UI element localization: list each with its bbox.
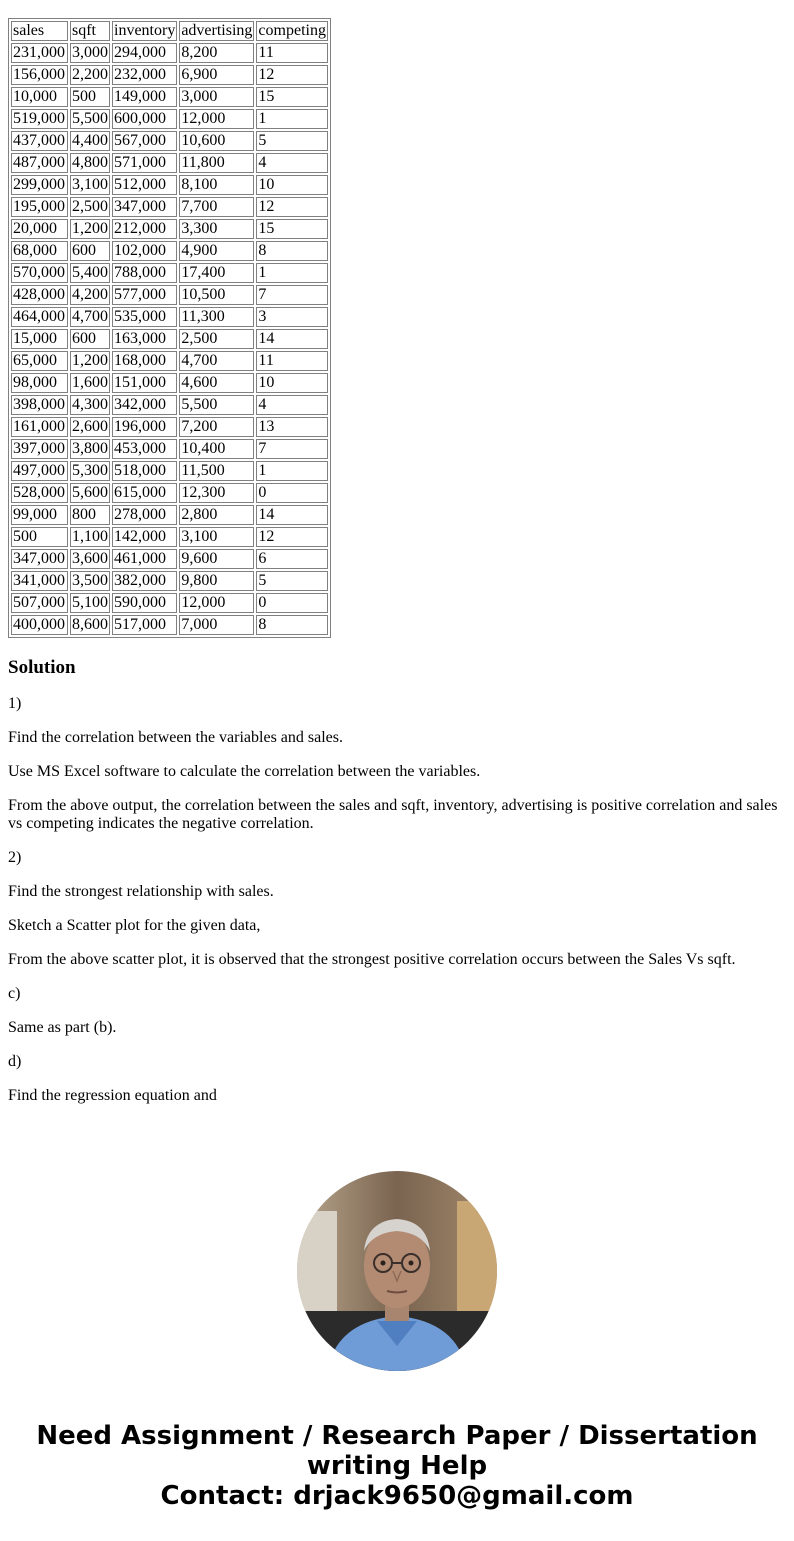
cell-advertising: 10,400 bbox=[179, 439, 254, 459]
cell-inventory: 512,000 bbox=[112, 175, 177, 195]
cell-advertising: 7,700 bbox=[179, 197, 254, 217]
cell-sales: 570,000 bbox=[11, 263, 68, 283]
table-row bbox=[11, 329, 328, 349]
cell-sqft: 3,600 bbox=[72, 550, 108, 567]
table-row bbox=[11, 307, 328, 327]
cell-sqft: 2,600 bbox=[72, 418, 108, 435]
cell-inventory: 212,000 bbox=[112, 219, 177, 239]
table-row bbox=[11, 417, 328, 437]
header-sales: sales bbox=[11, 21, 68, 41]
cell-sqft: 5,300 bbox=[72, 462, 108, 479]
cell-inventory: 571,000 bbox=[112, 153, 177, 173]
cell-competing: 12 bbox=[256, 65, 328, 85]
table-header-row bbox=[11, 21, 328, 41]
cell-sales: 397,000 bbox=[11, 439, 68, 459]
table-row bbox=[11, 373, 328, 393]
solution-paragraph: Use MS Excel software to calculate the correlation between the variables. bbox=[8, 763, 481, 780]
cell-advertising: 2,800 bbox=[179, 505, 254, 525]
table-row bbox=[11, 197, 328, 217]
solution-heading: Solution bbox=[8, 657, 76, 678]
banner-line-2: writing Help bbox=[306, 1451, 488, 1481]
table-row bbox=[11, 549, 328, 569]
cell-sales: 497,000 bbox=[11, 461, 68, 481]
cell-advertising: 9,800 bbox=[179, 571, 254, 591]
cell-sqft: 8,600 bbox=[72, 616, 108, 633]
banner-line-1: Need Assignment / Research Paper / Dissertation bbox=[36, 1421, 758, 1451]
cell-sqft: 3,500 bbox=[72, 572, 108, 589]
cell-competing: 15 bbox=[256, 87, 328, 107]
cell-advertising: 10,500 bbox=[179, 285, 254, 305]
cell-inventory: 102,000 bbox=[112, 241, 177, 261]
table-row bbox=[11, 109, 328, 129]
cell-competing: 0 bbox=[256, 593, 328, 613]
cell-inventory: 151,000 bbox=[112, 373, 177, 393]
cell-inventory: 168,000 bbox=[112, 351, 177, 371]
contact-banner bbox=[0, 1421, 794, 1511]
solution-paragraph: Find the regression equation and bbox=[8, 1087, 217, 1104]
cell-inventory: 342,000 bbox=[112, 395, 177, 415]
cell-sqft: 2,200 bbox=[72, 66, 108, 83]
cell-sqft: 3,000 bbox=[72, 44, 108, 61]
cell-advertising: 7,200 bbox=[179, 417, 254, 437]
cell-sqft: 2,500 bbox=[72, 198, 108, 215]
solution-paragraph: From the above scatter plot, it is observed that the strongest positive correlation occurs between the Sales Vs sqft. bbox=[8, 951, 736, 968]
table-row bbox=[11, 527, 328, 547]
cell-competing: 1 bbox=[256, 263, 328, 283]
table-row bbox=[11, 43, 328, 63]
table-row bbox=[11, 439, 328, 459]
cell-advertising: 5,500 bbox=[179, 395, 254, 415]
cell-sqft: 3,800 bbox=[72, 440, 108, 457]
cell-advertising: 12,000 bbox=[179, 593, 254, 613]
cell-inventory: 382,000 bbox=[112, 571, 177, 591]
data-table bbox=[8, 18, 331, 638]
header-inventory: inventory bbox=[114, 22, 176, 39]
cell-inventory: 278,000 bbox=[112, 505, 177, 525]
solution-paragraph: d) bbox=[8, 1053, 22, 1070]
table-row bbox=[11, 571, 328, 591]
cell-sales: 519,000 bbox=[11, 109, 68, 129]
cell-inventory: 196,000 bbox=[112, 417, 177, 437]
cell-competing: 11 bbox=[256, 43, 328, 63]
cell-sqft: 600 bbox=[70, 329, 110, 349]
cell-inventory: 590,000 bbox=[112, 593, 177, 613]
cell-competing: 4 bbox=[256, 153, 328, 173]
cell-sales: 299,000 bbox=[11, 175, 68, 195]
table-row bbox=[11, 65, 328, 85]
avatar-portrait bbox=[297, 1171, 497, 1371]
cell-competing: 14 bbox=[256, 329, 328, 349]
solution-paragraph: From the above output, the correlation between the sales and sqft, inventory, advertising is positive correlation and sales vs competing indicates the negative correlation. bbox=[8, 797, 778, 832]
cell-sqft: 5,600 bbox=[72, 484, 108, 501]
solution-paragraph: Find the strongest relationship with sales. bbox=[8, 883, 274, 900]
cell-inventory: 535,000 bbox=[112, 307, 177, 327]
cell-advertising: 12,300 bbox=[179, 483, 254, 503]
header-advertising: advertising bbox=[181, 22, 253, 39]
cell-inventory: 453,000 bbox=[112, 439, 177, 459]
cell-advertising: 9,600 bbox=[179, 549, 254, 569]
table-row bbox=[11, 175, 328, 195]
cell-inventory: 461,000 bbox=[112, 549, 177, 569]
table-row bbox=[11, 263, 328, 283]
table-row bbox=[11, 395, 328, 415]
table-row bbox=[11, 87, 328, 107]
cell-advertising: 11,300 bbox=[179, 307, 254, 327]
cell-sales: 99,000 bbox=[11, 505, 68, 525]
cell-sales: 98,000 bbox=[11, 373, 68, 393]
cell-advertising: 11,800 bbox=[179, 153, 254, 173]
cell-advertising: 4,600 bbox=[179, 373, 254, 393]
cell-advertising: 4,900 bbox=[179, 241, 254, 261]
cell-competing: 7 bbox=[256, 439, 328, 459]
cell-sales: 156,000 bbox=[11, 65, 68, 85]
cell-advertising: 17,400 bbox=[179, 263, 254, 283]
cell-sqft: 500 bbox=[70, 87, 110, 107]
table-row bbox=[11, 241, 328, 261]
table-body bbox=[11, 43, 328, 635]
cell-sqft: 600 bbox=[70, 241, 110, 261]
cell-sqft: 4,300 bbox=[72, 396, 108, 413]
cell-competing: 13 bbox=[256, 417, 328, 437]
solution-body bbox=[8, 695, 786, 1105]
cell-competing: 4 bbox=[256, 395, 328, 415]
cell-competing: 6 bbox=[256, 549, 328, 569]
cell-sales: 10,000 bbox=[11, 87, 68, 107]
cell-advertising: 3,100 bbox=[179, 527, 254, 547]
cell-inventory: 518,000 bbox=[112, 461, 177, 481]
cell-sqft: 3,100 bbox=[72, 176, 108, 193]
cell-inventory: 788,000 bbox=[112, 263, 177, 283]
cell-inventory: 294,000 bbox=[112, 43, 177, 63]
cell-inventory: 600,000 bbox=[112, 109, 177, 129]
table-row bbox=[11, 615, 328, 635]
cell-sqft: 5,400 bbox=[72, 264, 108, 281]
cell-sqft: 4,400 bbox=[72, 132, 108, 149]
cell-sales: 487,000 bbox=[11, 153, 68, 173]
header-competing: competing bbox=[258, 22, 326, 39]
cell-competing: 10 bbox=[256, 175, 328, 195]
cell-competing: 7 bbox=[256, 285, 328, 305]
table-row bbox=[11, 593, 328, 613]
table-row bbox=[11, 461, 328, 481]
cell-advertising: 11,500 bbox=[179, 461, 254, 481]
cell-sales: 195,000 bbox=[11, 197, 68, 217]
solution-paragraph: 2) bbox=[8, 849, 22, 866]
table-row bbox=[11, 131, 328, 151]
cell-advertising: 12,000 bbox=[179, 109, 254, 129]
cell-inventory: 517,000 bbox=[112, 615, 177, 635]
cell-sales: 507,000 bbox=[11, 593, 68, 613]
cell-competing: 8 bbox=[256, 241, 328, 261]
cell-competing: 12 bbox=[256, 197, 328, 217]
cell-inventory: 577,000 bbox=[112, 285, 177, 305]
table-row bbox=[11, 483, 328, 503]
solution-paragraph: Sketch a Scatter plot for the given data, bbox=[8, 917, 261, 934]
cell-competing: 5 bbox=[256, 571, 328, 591]
solution-paragraph: 1) bbox=[8, 695, 22, 712]
cell-advertising: 3,300 bbox=[179, 219, 254, 239]
cell-sales: 20,000 bbox=[11, 219, 68, 239]
cell-inventory: 567,000 bbox=[112, 131, 177, 151]
cell-sales: 500 bbox=[11, 527, 68, 547]
table-row bbox=[11, 285, 328, 305]
cell-competing: 10 bbox=[256, 373, 328, 393]
table-row bbox=[11, 505, 328, 525]
cell-sales: 398,000 bbox=[11, 395, 68, 415]
cell-competing: 1 bbox=[256, 461, 328, 481]
cell-sales: 464,000 bbox=[11, 307, 68, 327]
cell-inventory: 615,000 bbox=[112, 483, 177, 503]
header-sqft: sqft bbox=[70, 21, 110, 41]
cell-sales: 341,000 bbox=[11, 571, 68, 591]
cell-advertising: 10,600 bbox=[179, 131, 254, 151]
cell-sqft: 1,200 bbox=[72, 352, 108, 369]
cell-advertising: 8,100 bbox=[179, 175, 254, 195]
table-header bbox=[11, 21, 328, 41]
cell-sqft: 1,600 bbox=[72, 374, 108, 391]
author-avatar bbox=[297, 1171, 497, 1371]
cell-sales: 231,000 bbox=[11, 43, 68, 63]
cell-inventory: 142,000 bbox=[112, 527, 177, 547]
cell-competing: 0 bbox=[256, 483, 328, 503]
cell-inventory: 163,000 bbox=[112, 329, 177, 349]
cell-sqft: 4,800 bbox=[72, 154, 108, 171]
cell-sqft: 1,100 bbox=[72, 528, 108, 545]
cell-sqft: 5,100 bbox=[72, 594, 108, 611]
cell-advertising: 4,700 bbox=[179, 351, 254, 371]
solution-paragraph: c) bbox=[8, 985, 21, 1002]
cell-sales: 15,000 bbox=[11, 329, 68, 349]
cell-inventory: 347,000 bbox=[112, 197, 177, 217]
cell-sales: 65,000 bbox=[11, 351, 68, 371]
cell-sales: 400,000 bbox=[11, 615, 68, 635]
cell-sales: 528,000 bbox=[11, 483, 68, 503]
cell-sqft: 5,500 bbox=[72, 110, 108, 127]
page bbox=[0, 18, 794, 1105]
cell-competing: 14 bbox=[256, 505, 328, 525]
cell-sales: 428,000 bbox=[11, 285, 68, 305]
solution-paragraph: Find the correlation between the variables and sales. bbox=[8, 729, 343, 746]
cell-advertising: 2,500 bbox=[179, 329, 254, 349]
table-row bbox=[11, 153, 328, 173]
cell-sales: 347,000 bbox=[11, 549, 68, 569]
cell-advertising: 6,900 bbox=[179, 65, 254, 85]
cell-sales: 437,000 bbox=[11, 131, 68, 151]
cell-inventory: 232,000 bbox=[112, 65, 177, 85]
cell-sqft: 4,200 bbox=[72, 286, 108, 303]
cell-competing: 1 bbox=[256, 109, 328, 129]
banner-contact: Contact: drjack9650@gmail.com bbox=[160, 1481, 634, 1511]
cell-inventory: 149,000 bbox=[112, 87, 177, 107]
cell-advertising: 8,200 bbox=[179, 43, 254, 63]
cell-competing: 12 bbox=[256, 527, 328, 547]
cell-competing: 15 bbox=[256, 219, 328, 239]
cell-sales: 68,000 bbox=[11, 241, 68, 261]
solution-paragraph: Same as part (b). bbox=[8, 1019, 117, 1036]
cell-competing: 3 bbox=[256, 307, 328, 327]
cell-competing: 5 bbox=[256, 131, 328, 151]
cell-sqft: 800 bbox=[70, 505, 110, 525]
cell-advertising: 3,000 bbox=[179, 87, 254, 107]
cell-advertising: 7,000 bbox=[179, 615, 254, 635]
cell-sales: 161,000 bbox=[11, 417, 68, 437]
table-row bbox=[11, 351, 328, 371]
cell-competing: 8 bbox=[256, 615, 328, 635]
cell-competing: 11 bbox=[256, 351, 328, 371]
cell-sqft: 4,700 bbox=[72, 308, 108, 325]
cell-sqft: 1,200 bbox=[72, 220, 108, 237]
table-row bbox=[11, 219, 328, 239]
